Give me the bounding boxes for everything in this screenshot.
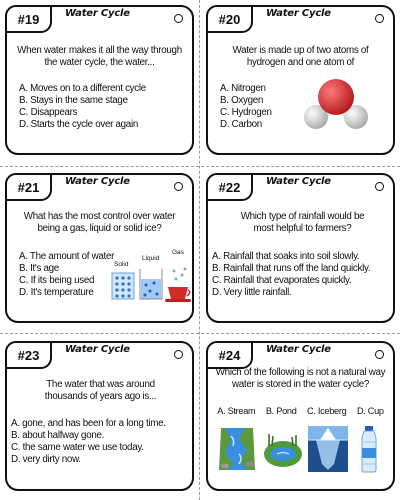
card-number: #20 [206, 5, 253, 33]
hole-punch-icon [174, 182, 183, 191]
card-number: #23 [5, 341, 52, 369]
oxygen-atom-icon [318, 79, 354, 115]
task-card-20 [206, 5, 395, 155]
answer-choices [212, 406, 389, 416]
hole-punch-icon [375, 350, 384, 359]
water-molecule-icon [302, 75, 370, 135]
answer-option: A. The amount of water [19, 251, 115, 262]
answer-options [11, 418, 188, 466]
answer-option: D. Carbon [220, 119, 262, 130]
answer-option: B. Stays in the same stage [19, 95, 128, 106]
states-of-matter-illustration [110, 247, 192, 303]
answer-options [220, 83, 272, 131]
card-number: #24 [206, 341, 253, 369]
card-question: Which of the following is not a natural way water is stored in the water cycle? [215, 367, 386, 390]
state-label: Liquid [142, 255, 160, 262]
iceberg-icon [308, 424, 348, 474]
answer-option: A. gone, and has been for a long time. [11, 418, 166, 429]
card-question: What has the most control over water being a gas, liquid or solid ice? [23, 211, 176, 234]
hole-punch-icon [174, 14, 183, 23]
task-card-22 [206, 173, 395, 323]
answer-option: C. Disappears [19, 107, 78, 118]
card-title: Water Cycle [266, 176, 331, 187]
state-label: Gas [172, 249, 184, 256]
card-question: Water is made up of two atoms of hydrogen and one atom of [232, 45, 369, 68]
hole-punch-icon [174, 350, 183, 359]
answer-option: D. very dirty now. [11, 454, 81, 465]
task-card-24 [206, 341, 395, 491]
task-card-19 [5, 5, 194, 155]
answer-option: B. Oxygen [220, 95, 264, 106]
card-title: Water Cycle [65, 176, 130, 187]
card-title: Water Cycle [65, 8, 130, 19]
hole-punch-icon [375, 14, 384, 23]
answer-option: A. Nitrogen [220, 83, 266, 94]
cut-line-bottom [0, 333, 400, 334]
answer-option: B. It's age [19, 263, 59, 274]
card-question: The water that was around thousands of years ago is... [44, 379, 157, 402]
answer-option: C. the same water we use today. [11, 442, 144, 453]
answer-option: D. Very little rainfall. [212, 287, 292, 298]
card-title: Water Cycle [266, 344, 331, 355]
answer-choice: A. Stream [217, 406, 256, 416]
answer-choice: C. Iceberg [307, 406, 347, 416]
card-number: #19 [5, 5, 52, 33]
answer-option: D. Starts the cycle over again [19, 119, 138, 130]
answer-options [19, 251, 114, 299]
answer-option: C. If its being used [19, 275, 95, 286]
answer-choice: D. Cup [356, 406, 384, 416]
answer-choice: B. Pond [265, 406, 297, 416]
card-question: Which type of rainfall would be most helpful to farmers? [240, 211, 365, 234]
task-card-23 [5, 341, 194, 491]
state-label: Solid [114, 261, 129, 268]
cut-line-top [0, 166, 400, 167]
states-of-matter-icon [110, 267, 192, 303]
hole-punch-icon [375, 182, 384, 191]
answer-option: A. Moves on to a different cycle [19, 83, 146, 94]
card-question: When water makes it all the way through the water cycle, the water... [17, 45, 182, 68]
water-bottle-icon [354, 424, 384, 474]
card-number: #21 [5, 173, 52, 201]
stream-icon [217, 424, 257, 474]
answer-option: A. Rainfall that soaks into soil slowly. [212, 251, 360, 262]
answer-option: D. It's temperature [19, 287, 94, 298]
answer-option: B. about halfway gone. [11, 430, 105, 441]
cup-icon [168, 287, 188, 299]
cut-line-vertical [199, 0, 200, 500]
answer-options [212, 251, 389, 299]
card-number: #22 [206, 173, 253, 201]
answer-pictures [214, 424, 387, 474]
answer-options [19, 83, 146, 131]
card-title: Water Cycle [65, 344, 130, 355]
task-card-21 [5, 173, 194, 323]
answer-option: C. Hydrogen [220, 107, 272, 118]
answer-option: B. Rainfall that runs off the land quickly. [212, 263, 371, 274]
pond-icon [263, 424, 303, 474]
card-title: Water Cycle [266, 8, 331, 19]
answer-option: C. Rainfall that evaporates quickly. [212, 275, 352, 286]
